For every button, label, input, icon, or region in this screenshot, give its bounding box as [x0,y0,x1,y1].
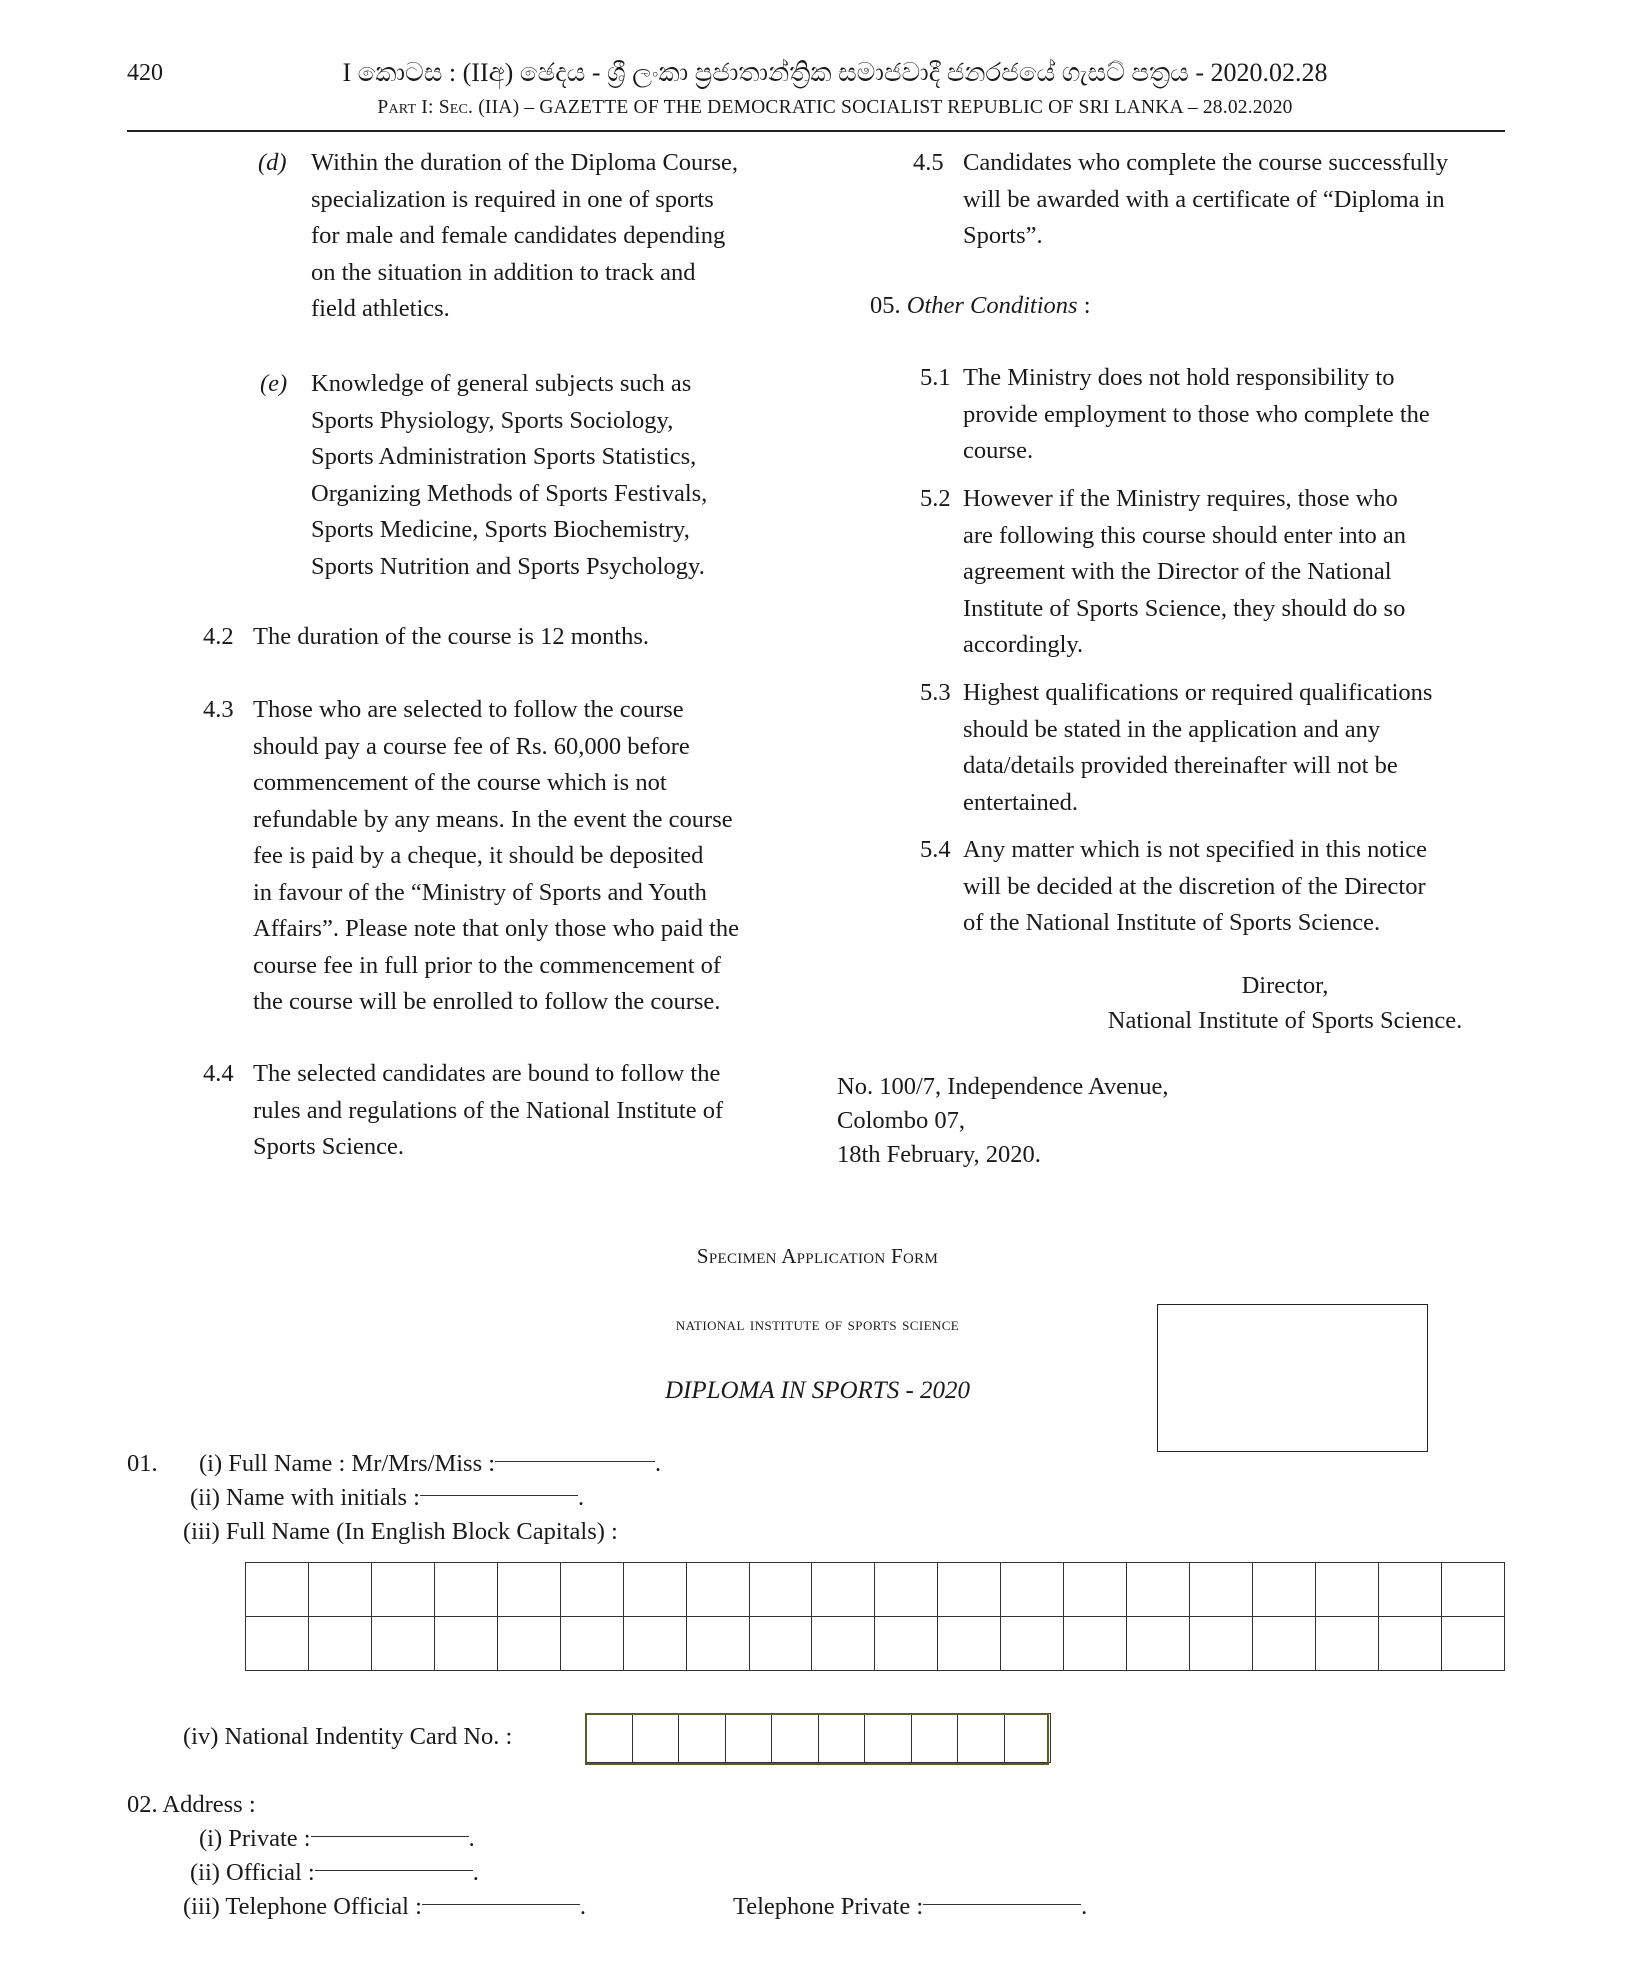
page-number: 420 [127,60,163,86]
item-5-4-text: Any matter which is not specified in this notice will be decided at the discretion of the Director of the National Institute of Sports Science. [963,836,1428,936]
block-capital-cell[interactable] [434,1563,497,1617]
block-capital-cell[interactable] [623,1563,686,1617]
telephone-official-blank[interactable] [422,1904,580,1905]
item-d-label: (d) [258,149,287,176]
name-initials-field[interactable]: (ii) Name with initials : . [190,1484,585,1511]
issuing-address: No. 100/7, Independence Avenue, Colombo 07, 18th February, 2020. [837,1073,1169,1168]
header-rule [127,130,1505,132]
form-institute: national institute of sports science [675,1314,960,1335]
official-address-field[interactable]: (ii) Official : . [190,1859,479,1886]
item-5-1-text: The Ministry does not hold responsibility to provide employment to those who complete the course. [963,364,1430,464]
full-name-blank[interactable] [495,1461,655,1462]
block-capital-cell[interactable] [560,1563,623,1617]
block-capital-cell[interactable] [1315,1563,1378,1617]
nic-label: (iv) National Indentity Card No. : [183,1723,513,1750]
question-02-address: 02. Address : [127,1791,256,1818]
block-capital-cell[interactable] [686,1617,749,1671]
item-5-4-label: 5.4 [920,836,951,863]
block-capital-cell[interactable] [938,1563,1001,1617]
item-4-2-text: The duration of the course is 12 months. [253,623,650,650]
signature-organization: National Institute of Sports Science. [1107,1007,1463,1034]
block-capital-cell[interactable] [1378,1563,1441,1617]
block-capital-cell[interactable] [1001,1617,1064,1671]
private-address-field[interactable]: (i) Private : . [199,1825,475,1852]
block-capital-cell[interactable] [812,1617,875,1671]
block-capital-cell[interactable] [497,1617,560,1671]
nic-grid-border [585,1713,1049,1765]
item-e-label: (e) [260,370,288,397]
item-5-2-text: However if the Ministry requires, those who are following this course should enter into an agreement with the Director of the National Institute of Sports Science, they should do so accordingly. [963,485,1406,658]
block-capital-cell[interactable] [1441,1563,1504,1617]
block-capital-cell[interactable] [1315,1617,1378,1671]
block-capital-cell[interactable] [308,1617,371,1671]
block-capital-cell[interactable] [246,1617,309,1671]
item-e-text: Knowledge of general subjects such as Sports Physiology, Sports Sociology, Sports Administration Sports Statistics, Organizing Methods of Sports Festivals, Sports Medicine, Sports Biochemistry, Sports Nutrition and Sports Psychology. [311,370,708,580]
block-capital-cell[interactable] [1253,1617,1316,1671]
block-capital-cell[interactable] [1190,1617,1253,1671]
private-address-blank[interactable] [311,1836,469,1837]
name-initials-blank[interactable] [420,1495,578,1496]
block-capital-cell[interactable] [1064,1617,1127,1671]
gazette-header-sinhala: I කොටස : (IIඅ) ඡෙදය - ශ්‍රී ලංකා ප්‍රජාතාන්ත්‍රික සමාජවාදී ජනරජයේ ගැසට් පත්‍රය - 2020.02.28 [342,58,1328,87]
block-capital-cell[interactable] [308,1563,371,1617]
item-5-3-text: Highest qualifications or required qualifications should be stated in the application and any data/details provided thereinafter will not be entertained. [963,679,1433,816]
block-capital-cell[interactable] [623,1617,686,1671]
full-name-field[interactable]: (i) Full Name : Mr/Mrs/Miss : . [199,1450,662,1477]
telephone-official-field[interactable]: (iii) Telephone Official : . [183,1893,587,1920]
block-capital-cell[interactable] [560,1617,623,1671]
block-capital-cell[interactable] [371,1617,434,1671]
block-capital-cell[interactable] [686,1563,749,1617]
telephone-private-field[interactable]: Telephone Private : . [733,1893,1088,1920]
full-name-block-capitals-label: (iii) Full Name (In English Block Capitals) : [183,1518,618,1545]
item-5-2-label: 5.2 [920,485,951,512]
block-capital-cell[interactable] [1378,1617,1441,1671]
block-capitals-grid[interactable] [245,1562,1505,1671]
section-05-heading: 05. Other Conditions : [870,292,1091,319]
block-capital-cell[interactable] [749,1563,812,1617]
item-4-3-text: Those who are selected to follow the course should pay a course fee of Rs. 60,000 before commencement of the course which is not refundable by any means. In the event the course fee is paid by a cheque, it should be deposited in favour of the “Ministry of Sports and Youth Affairs”. Please note that only those who paid the course fee in full prior to the commencement of the course will be enrolled to follow the course. [253,696,740,1015]
form-diploma-title: DIPLOMA IN SPORTS - 2020 [664,1377,971,1404]
item-4-5-label: 4.5 [913,149,944,176]
telephone-private-blank[interactable] [923,1904,1081,1905]
item-5-3-label: 5.3 [920,679,951,706]
block-capital-cell[interactable] [1190,1563,1253,1617]
item-5-1-label: 5.1 [920,364,951,391]
gazette-header-english: Part I: Sec. (IIA) – GAZETTE OF THE DEMOCRATIC SOCIALIST REPUBLIC OF SRI LANKA – 28.02.2020 [377,97,1293,118]
block-capital-cell[interactable] [875,1617,938,1671]
item-4-4-text: The selected candidates are bound to follow the rules and regulations of the National Institute of Sports Science. [253,1060,724,1160]
block-capital-cell[interactable] [938,1617,1001,1671]
block-capital-cell[interactable] [875,1563,938,1617]
block-capital-cell[interactable] [371,1563,434,1617]
block-capital-cell[interactable] [1127,1563,1190,1617]
official-address-blank[interactable] [315,1870,473,1871]
block-capital-cell[interactable] [1253,1563,1316,1617]
signature-title: Director, [1241,972,1329,999]
block-capital-cell[interactable] [1127,1617,1190,1671]
question-01-number: 01. [127,1450,158,1477]
item-d-text: Within the duration of the Diploma Course, specialization is required in one of sports for male and female candidates depending on the situation in addition to track and field athletics. [311,149,739,322]
block-capital-cell[interactable] [749,1617,812,1671]
block-capital-cell[interactable] [246,1563,309,1617]
block-capital-cell[interactable] [1001,1563,1064,1617]
item-4-5-text: Candidates who complete the course successfully will be awarded with a certificate of “Diploma in Sports”. [963,149,1449,249]
photo-box [1157,1304,1428,1452]
block-capital-cell[interactable] [497,1563,560,1617]
form-title: Specimen Application Form [696,1244,939,1268]
item-4-2-label: 4.2 [203,623,234,650]
item-4-3-label: 4.3 [203,696,234,723]
block-capital-cell[interactable] [1064,1563,1127,1617]
block-capital-cell[interactable] [1441,1617,1504,1671]
block-capital-cell[interactable] [812,1563,875,1617]
block-capital-cell[interactable] [434,1617,497,1671]
item-4-4-label: 4.4 [203,1060,234,1087]
